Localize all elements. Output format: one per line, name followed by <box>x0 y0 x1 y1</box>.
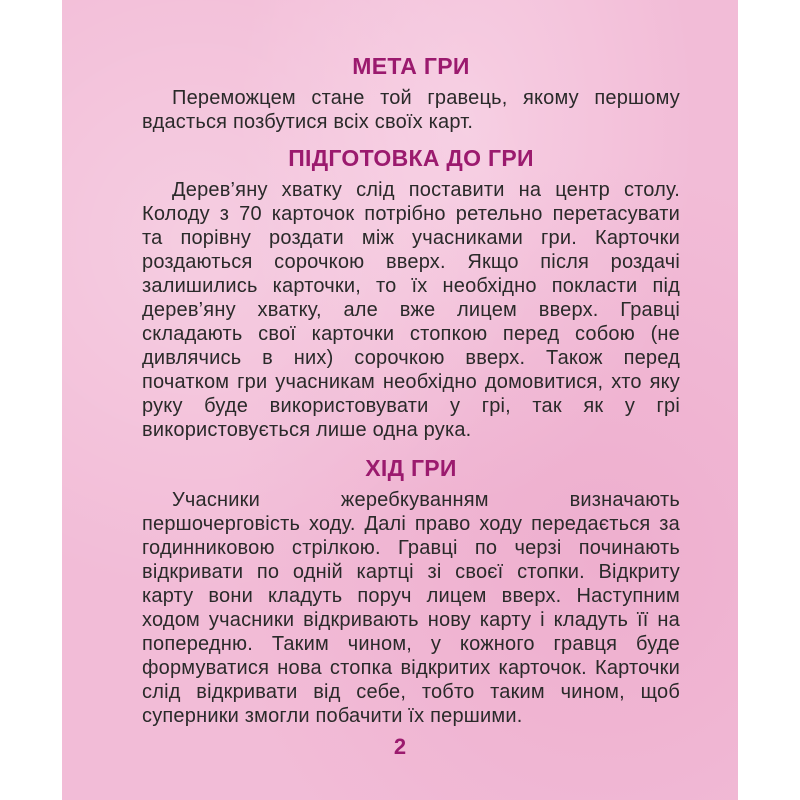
page-number: 2 <box>393 734 407 759</box>
gameplay-heading: ХІД ГРИ <box>365 455 457 481</box>
preparation-heading: ПІДГОТОВКА ДО ГРИ <box>288 145 534 171</box>
gameplay-paragraph: Учасники жеребкуванням визначають першочерговість ходу. Далі право ходу передається за годинниковою стрілкою. Гравці по черзі починають відкривати по одній картці зі своєї стопки. Відкриту карту вони кладуть поруч лицем вверх. Наступним ходом учасники відкривають нову карту і кладуть її на попередню. Таким чином, у кожного гравця буде формуватися нова стопка відкритих карточок. Карточки слід відкривати від себе, тобто таким чином, щоб суперники змогли побачити їх першими. <box>142 489 680 727</box>
goal-heading: МЕТА ГРИ <box>352 53 470 79</box>
preparation-paragraph: Дерев’яну хватку слід поставити на центр столу. Колоду з 70 карточок потрібно ретельно перетасувати та порівну роздати між учасниками гри. Карточки роздаються сорочкою вверх. Якщо після роздачі залишились карточки, то їх необхідно покласти під дерев’яну хватку, але вже лицем вверх. Гравці складають свої карточки стопкою перед собою (не дивлячись в них) сорочкою вверх. Також перед початком гри учасникам необхідно домовитися, хто яку руку буде використовувати у грі, так як у грі використовується лише одна рука. <box>142 179 680 441</box>
goal-paragraph: Переможцем стане той гравець, якому першому вдасться позбутися всіх своїх карт. <box>142 87 680 133</box>
rules-page <box>62 0 738 800</box>
